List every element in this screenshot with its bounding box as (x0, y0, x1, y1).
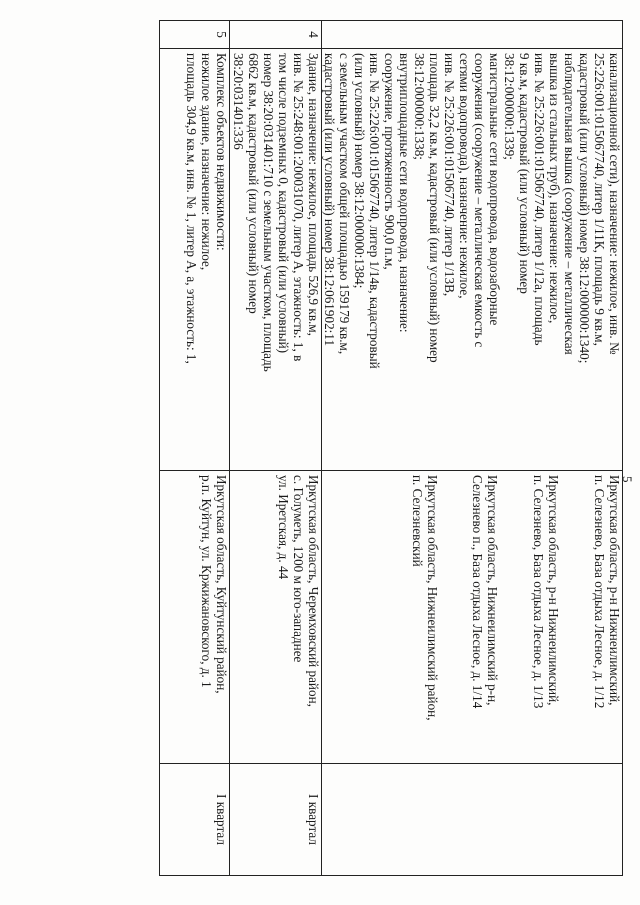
address-cell (160, 471, 230, 764)
description-line: Здание, назначение: нежилое, площадь 526,9 кв.м, (306, 53, 321, 336)
description-line: нежилое здание, назначение: нежилое, (199, 53, 214, 271)
objects-table (159, 20, 623, 876)
address-cell (230, 471, 322, 764)
description-line: магистральные сети водопровода, водозаборные (487, 53, 502, 326)
row-number-cell: 5 (160, 21, 230, 49)
description-line: (или условный) номер 38:12:000000:1384; (352, 53, 367, 289)
description-line: канализационной сети), назначение: нежилое, инв. № (607, 53, 622, 355)
object-description-cell (322, 49, 623, 471)
description-line: инв. № 25:226:001:015067740, литер 1/13В, (442, 53, 457, 297)
term-cell: I квартал (230, 764, 322, 876)
description-line: номер 38:20:031401:710 с земельным участком, площадь (261, 53, 276, 372)
description-line: наблюдательная вышка (сооружение – металлическая (562, 53, 577, 355)
address-block: Иркутская область, р-н Нижнеилимский, п. Селезнево, База отдыха Лесное, д. 1/13 (531, 475, 561, 709)
description-line: сооружение, протяженность 900,0 п.м, (382, 53, 397, 270)
object-description-cell (230, 49, 322, 471)
table-row (322, 21, 623, 876)
address-block: Иркутская область, Куйтунский район, р.п. Куйтун, ул. Кржижановского, д. 1 (199, 475, 229, 694)
description-line: 6862 кв.м, кадастровый (или условный) номер (246, 53, 261, 314)
term-cell: I квартал (160, 764, 230, 876)
description-line: сетями водопровода), назначение: нежилое, (457, 53, 472, 299)
description-line: 25:226:001:015067740, литер 1/11К, площадь 9 кв.м, (592, 53, 607, 346)
description-line: кадастровый (или условный) номер 38:12:061902:11 (322, 53, 337, 347)
address-block: Иркутская область, Черемховский район, с. Голуметь, 1200 м юго-западнее ул. Иретская, д. 44 (276, 475, 321, 707)
description-line: Комплекс объектов недвижимости: (214, 53, 229, 251)
row-number-cell: 4 (230, 21, 322, 49)
table-row (230, 21, 322, 876)
description-line: вышка из стальных труб), назначение: нежилое, (547, 53, 562, 324)
address-block: Иркутская область, Нижнеилимский район, п. Селезневский (410, 475, 440, 721)
description-line: площадь 304,9 кв.м, инв. № 1, литер А, а, этажность: 1, (184, 53, 199, 364)
description-line: 38:12:000000:1339; (502, 53, 517, 160)
table-row (160, 21, 230, 876)
description-line: сооружения (сооружение – металлическая емкость с (472, 53, 487, 348)
description-line: кадастровый (или условный) номер 38:12:000000:1340; (577, 53, 592, 364)
page-number: 5 (620, 476, 635, 483)
address-block: Иркутская область, р-н Нижнеилимский, п. Селезнево, База отдыха Лесное, д. 1/12 (592, 475, 622, 709)
row-number-cell (322, 21, 623, 49)
description-line: внутриплощадные сети водопровода, назначение: (397, 53, 412, 333)
description-line: инв. № 25:226:001:015067740, литер 1/12а, площадь (532, 53, 547, 346)
object-description-cell (160, 49, 230, 471)
description-line: площадь 32,2 кв.м, кадастровый (или условный) номер (427, 53, 442, 363)
term-cell (322, 764, 623, 876)
description-line: с земельным участком общей площадью 159179 кв.м, (337, 53, 352, 355)
description-line: 38:12:000000:1338; (412, 53, 427, 160)
description-line: инв. № 25:226:001:015067740, литер 1/14в, кадастровый (367, 53, 382, 369)
description-line: 9 кв.м, кадастровый (или условный) номер (517, 53, 532, 294)
description-line: 38:20:031401:336 (231, 53, 246, 150)
description-line: инв. № 25:248:001:200031070, литер А, этажность: 1, в (291, 53, 306, 362)
address-block: Иркутская область, Нижнеилимский р-н, Селезнево п., База отдыха Лесное, д. 1/14 (470, 475, 500, 709)
address-cell (322, 471, 623, 764)
description-line: том числе подземных 0, кадастровый (или условный) (276, 53, 291, 354)
